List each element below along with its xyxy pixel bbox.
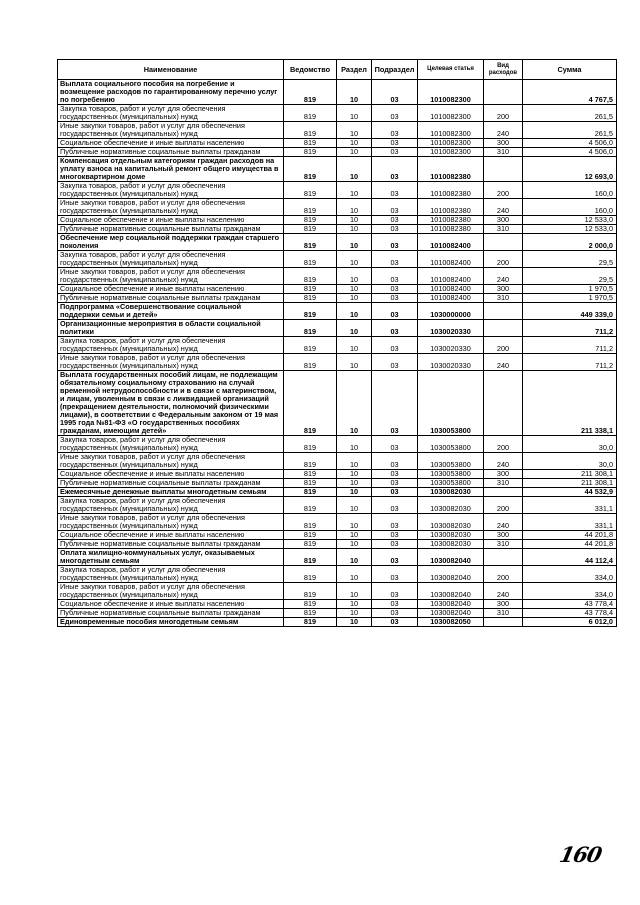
row-kind: 300: [484, 531, 523, 540]
row-section: 10: [337, 549, 372, 566]
row-dept: 819: [284, 371, 337, 436]
row-sum: 211 308,1: [523, 470, 617, 479]
row-subsection: 03: [372, 157, 418, 182]
row-sum: 44 532,9: [523, 488, 617, 497]
row-kind: 200: [484, 497, 523, 514]
row-kind: 300: [484, 600, 523, 609]
row-sum: 12 693,0: [523, 157, 617, 182]
row-section: 10: [337, 371, 372, 436]
row-dept: 819: [284, 531, 337, 540]
row-kind: 200: [484, 105, 523, 122]
row-section: 10: [337, 479, 372, 488]
budget-table: [57, 59, 617, 627]
row-subsection: 03: [372, 268, 418, 285]
row-sum: 449 339,0: [523, 303, 617, 320]
row-target: 1030020330: [418, 320, 484, 337]
row-name: Публичные нормативные социальные выплаты гражданам: [58, 148, 284, 157]
row-subsection: 03: [372, 470, 418, 479]
row-sum: 43 778,4: [523, 600, 617, 609]
row-name: Организационные мероприятия в области социальной политики: [58, 320, 284, 337]
row-kind: 300: [484, 139, 523, 148]
row-name: Ежемесячные денежные выплаты многодетным семьям: [58, 488, 284, 497]
row-subsection: 03: [372, 371, 418, 436]
row-target: 1030020330: [418, 337, 484, 354]
row-dept: 819: [284, 549, 337, 566]
row-section: 10: [337, 251, 372, 268]
row-kind: 240: [484, 199, 523, 216]
table-row: [58, 436, 617, 453]
row-sum: 44 201,8: [523, 540, 617, 549]
row-kind: [484, 234, 523, 251]
row-subsection: 03: [372, 148, 418, 157]
row-section: 10: [337, 157, 372, 182]
row-kind: 300: [484, 216, 523, 225]
row-name: Обеспечение мер социальной поддержки граждан старшего поколения: [58, 234, 284, 251]
row-name: Закупка товаров, работ и услуг для обеспечения государственных (муниципальных) нужд: [58, 497, 284, 514]
row-target: 1030082030: [418, 514, 484, 531]
row-section: 10: [337, 583, 372, 600]
row-name: Иные закупки товаров, работ и услуг для обеспечения государственных (муниципальных) нужд: [58, 354, 284, 371]
row-target: 1010082380: [418, 216, 484, 225]
row-dept: 819: [284, 609, 337, 618]
row-target: 1010082400: [418, 285, 484, 294]
row-name: Социальное обеспечение и иные выплаты населению: [58, 139, 284, 148]
row-subsection: 03: [372, 566, 418, 583]
row-kind: 200: [484, 337, 523, 354]
row-target: 1010082300: [418, 148, 484, 157]
row-section: 10: [337, 320, 372, 337]
row-kind: [484, 157, 523, 182]
table-row: [58, 566, 617, 583]
row-name: Иные закупки товаров, работ и услуг для обеспечения государственных (муниципальных) нужд: [58, 514, 284, 531]
table-row: [58, 453, 617, 470]
row-target: 1030053800: [418, 470, 484, 479]
row-name: Иные закупки товаров, работ и услуг для обеспечения государственных (муниципальных) нужд: [58, 268, 284, 285]
row-name: Закупка товаров, работ и услуг для обеспечения государственных (муниципальных) нужд: [58, 182, 284, 199]
row-subsection: 03: [372, 294, 418, 303]
row-kind: 310: [484, 148, 523, 157]
row-subsection: 03: [372, 285, 418, 294]
row-target: 1030053800: [418, 479, 484, 488]
row-subsection: 03: [372, 139, 418, 148]
row-kind: [484, 320, 523, 337]
row-subsection: 03: [372, 583, 418, 600]
table-row: [58, 609, 617, 618]
table-row: [58, 531, 617, 540]
row-dept: 819: [284, 157, 337, 182]
row-dept: 819: [284, 234, 337, 251]
row-sum: 43 778,4: [523, 609, 617, 618]
table-row: [58, 303, 617, 320]
row-subsection: 03: [372, 531, 418, 540]
row-kind: 200: [484, 251, 523, 268]
row-name: Закупка товаров, работ и услуг для обеспечения государственных (муниципальных) нужд: [58, 105, 284, 122]
row-target: 1030020330: [418, 354, 484, 371]
row-sum: 211 308,1: [523, 479, 617, 488]
row-section: 10: [337, 303, 372, 320]
row-dept: 819: [284, 122, 337, 139]
row-target: 1030082030: [418, 488, 484, 497]
row-name: Закупка товаров, работ и услуг для обеспечения государственных (муниципальных) нужд: [58, 436, 284, 453]
row-dept: 819: [284, 139, 337, 148]
row-section: 10: [337, 453, 372, 470]
row-sum: 4 506,0: [523, 139, 617, 148]
row-section: 10: [337, 216, 372, 225]
row-section: 10: [337, 234, 372, 251]
row-sum: 6 012,0: [523, 618, 617, 627]
header-name: Наименование: [58, 60, 284, 80]
row-subsection: 03: [372, 337, 418, 354]
row-subsection: 03: [372, 122, 418, 139]
table-row: [58, 139, 617, 148]
row-subsection: 03: [372, 479, 418, 488]
row-target: 1030053800: [418, 436, 484, 453]
row-target: 1010082380: [418, 225, 484, 234]
table-row: [58, 148, 617, 157]
row-kind: 310: [484, 609, 523, 618]
row-section: 10: [337, 199, 372, 216]
row-section: 10: [337, 80, 372, 105]
header-target: Целевая статья: [418, 60, 484, 80]
row-sum: 44 112,4: [523, 549, 617, 566]
table-row: [58, 470, 617, 479]
header-section: Раздел: [337, 60, 372, 80]
row-dept: 819: [284, 251, 337, 268]
row-dept: 819: [284, 216, 337, 225]
row-subsection: 03: [372, 514, 418, 531]
row-sum: 711,2: [523, 320, 617, 337]
row-kind: 240: [484, 583, 523, 600]
row-subsection: 03: [372, 234, 418, 251]
row-name: Публичные нормативные социальные выплаты гражданам: [58, 479, 284, 488]
row-dept: 819: [284, 488, 337, 497]
row-subsection: 03: [372, 216, 418, 225]
table-row: [58, 479, 617, 488]
row-kind: 200: [484, 566, 523, 583]
row-kind: 300: [484, 285, 523, 294]
table-row: [58, 294, 617, 303]
row-target: 1030082030: [418, 497, 484, 514]
row-sum: 4 506,0: [523, 148, 617, 157]
row-dept: 819: [284, 337, 337, 354]
row-subsection: 03: [372, 225, 418, 234]
row-sum: 261,5: [523, 122, 617, 139]
row-subsection: 03: [372, 105, 418, 122]
row-section: 10: [337, 609, 372, 618]
row-target: 1030082040: [418, 609, 484, 618]
row-target: 1010082300: [418, 80, 484, 105]
row-kind: 240: [484, 453, 523, 470]
row-section: 10: [337, 148, 372, 157]
row-target: 1030082050: [418, 618, 484, 627]
row-name: Публичные нормативные социальные выплаты гражданам: [58, 540, 284, 549]
row-sum: 2 000,0: [523, 234, 617, 251]
row-sum: 30,0: [523, 453, 617, 470]
row-target: 1010082300: [418, 122, 484, 139]
row-name: Иные закупки товаров, работ и услуг для обеспечения государственных (муниципальных) нужд: [58, 199, 284, 216]
row-name: Публичные нормативные социальные выплаты гражданам: [58, 225, 284, 234]
row-name: Подпрограмма «Совершенствование социальной поддержки семьи и детей»: [58, 303, 284, 320]
row-target: 1010082300: [418, 139, 484, 148]
row-section: 10: [337, 354, 372, 371]
row-sum: 331,1: [523, 497, 617, 514]
row-sum: 211 338,1: [523, 371, 617, 436]
table-row: [58, 540, 617, 549]
table-row: [58, 354, 617, 371]
row-sum: 29,5: [523, 268, 617, 285]
row-section: 10: [337, 122, 372, 139]
row-section: 10: [337, 618, 372, 627]
row-dept: 819: [284, 479, 337, 488]
row-dept: 819: [284, 354, 337, 371]
row-name: Социальное обеспечение и иные выплаты населению: [58, 531, 284, 540]
row-sum: 4 767,5: [523, 80, 617, 105]
row-sum: 261,5: [523, 105, 617, 122]
row-subsection: 03: [372, 549, 418, 566]
row-section: 10: [337, 488, 372, 497]
row-dept: 819: [284, 105, 337, 122]
row-subsection: 03: [372, 600, 418, 609]
row-sum: 29,5: [523, 251, 617, 268]
row-sum: 12 533,0: [523, 216, 617, 225]
row-name: Закупка товаров, работ и услуг для обеспечения государственных (муниципальных) нужд: [58, 337, 284, 354]
row-section: 10: [337, 600, 372, 609]
row-name: Иные закупки товаров, работ и услуг для обеспечения государственных (муниципальных) нужд: [58, 583, 284, 600]
row-subsection: 03: [372, 609, 418, 618]
row-dept: 819: [284, 470, 337, 479]
row-subsection: 03: [372, 199, 418, 216]
table-row: [58, 514, 617, 531]
row-dept: 819: [284, 268, 337, 285]
row-section: 10: [337, 566, 372, 583]
table-row: [58, 600, 617, 609]
row-sum: 334,0: [523, 566, 617, 583]
row-name: Выплата социального пособия на погребение и возмещение расходов по гарантированному перечню услуг по погребению: [58, 80, 284, 105]
table-row: [58, 285, 617, 294]
row-sum: 334,0: [523, 583, 617, 600]
row-section: 10: [337, 294, 372, 303]
table-row: [58, 234, 617, 251]
row-section: 10: [337, 105, 372, 122]
table-row: [58, 371, 617, 436]
table-row: [58, 618, 617, 627]
row-subsection: 03: [372, 182, 418, 199]
table-row: [58, 182, 617, 199]
row-target: 1030082040: [418, 583, 484, 600]
row-kind: [484, 80, 523, 105]
row-kind: 240: [484, 268, 523, 285]
row-section: 10: [337, 436, 372, 453]
row-target: 1030082040: [418, 600, 484, 609]
row-target: 1030082030: [418, 540, 484, 549]
row-name: Единовременные пособия многодетным семьям: [58, 618, 284, 627]
row-dept: 819: [284, 497, 337, 514]
row-subsection: 03: [372, 320, 418, 337]
row-section: 10: [337, 139, 372, 148]
row-target: 1010082400: [418, 251, 484, 268]
row-target: 1030082030: [418, 531, 484, 540]
header-sum: Сумма: [523, 60, 617, 80]
row-section: 10: [337, 540, 372, 549]
row-subsection: 03: [372, 540, 418, 549]
row-dept: 819: [284, 294, 337, 303]
row-target: 1030082040: [418, 566, 484, 583]
row-sum: 44 201,8: [523, 531, 617, 540]
table-row: [58, 337, 617, 354]
row-target: 1010082300: [418, 105, 484, 122]
row-section: 10: [337, 268, 372, 285]
row-name: Социальное обеспечение и иные выплаты населению: [58, 600, 284, 609]
row-section: 10: [337, 531, 372, 540]
row-kind: [484, 303, 523, 320]
row-section: 10: [337, 182, 372, 199]
row-target: 1010082400: [418, 234, 484, 251]
row-dept: 819: [284, 540, 337, 549]
row-sum: 711,2: [523, 337, 617, 354]
row-kind: 310: [484, 225, 523, 234]
table-row: [58, 320, 617, 337]
row-target: 1010082380: [418, 157, 484, 182]
row-dept: 819: [284, 320, 337, 337]
row-target: 1030000000: [418, 303, 484, 320]
row-section: 10: [337, 497, 372, 514]
row-target: 1010082400: [418, 294, 484, 303]
row-section: 10: [337, 514, 372, 531]
row-name: Выплата государственных пособий лицам, не подлежащим обязательному социальному страхованию на случай временной нетрудоспособности и в связи с материнством, и лицам, уволенным в связи с ликвидацией организаций (прекращением деятельности, полномочий физическими лицами), в соответствии с Федеральным законом от 19 мая 1995 года №81-ФЗ «О государственных пособиях гражданам, имеющим детей»: [58, 371, 284, 436]
row-section: 10: [337, 225, 372, 234]
row-name: Закупка товаров, работ и услуг для обеспечения государственных (муниципальных) нужд: [58, 566, 284, 583]
row-target: 1030053800: [418, 371, 484, 436]
row-kind: 310: [484, 294, 523, 303]
row-sum: 30,0: [523, 436, 617, 453]
row-subsection: 03: [372, 436, 418, 453]
row-name: Публичные нормативные социальные выплаты гражданам: [58, 609, 284, 618]
table-header-row: [58, 60, 617, 80]
row-kind: 240: [484, 354, 523, 371]
row-subsection: 03: [372, 618, 418, 627]
row-target: 1010082380: [418, 199, 484, 216]
row-subsection: 03: [372, 303, 418, 320]
row-name: Компенсация отдельным категориям граждан расходов на уплату взноса на капитальный ремонт общего имущества в многоквартирном доме: [58, 157, 284, 182]
row-kind: 200: [484, 182, 523, 199]
row-name: Закупка товаров, работ и услуг для обеспечения государственных (муниципальных) нужд: [58, 251, 284, 268]
table-row: [58, 549, 617, 566]
row-subsection: 03: [372, 453, 418, 470]
table-row: [58, 268, 617, 285]
row-target: 1030053800: [418, 453, 484, 470]
row-sum: 12 533,0: [523, 225, 617, 234]
row-kind: [484, 549, 523, 566]
row-kind: 310: [484, 479, 523, 488]
header-kind: Вид расходов: [484, 60, 523, 80]
row-name: Иные закупки товаров, работ и услуг для обеспечения государственных (муниципальных) нужд: [58, 122, 284, 139]
row-sum: 160,0: [523, 182, 617, 199]
row-dept: 819: [284, 618, 337, 627]
header-subsection: Подраздел: [372, 60, 418, 80]
row-dept: 819: [284, 199, 337, 216]
row-name: Публичные нормативные социальные выплаты гражданам: [58, 294, 284, 303]
row-kind: 240: [484, 122, 523, 139]
row-name: Социальное обеспечение и иные выплаты населению: [58, 216, 284, 225]
row-subsection: 03: [372, 354, 418, 371]
table-row: [58, 583, 617, 600]
table-row: [58, 157, 617, 182]
row-section: 10: [337, 337, 372, 354]
row-dept: 819: [284, 453, 337, 470]
table-row: [58, 105, 617, 122]
row-name: Иные закупки товаров, работ и услуг для обеспечения государственных (муниципальных) нужд: [58, 453, 284, 470]
row-dept: 819: [284, 514, 337, 531]
table-row: [58, 122, 617, 139]
row-dept: 819: [284, 600, 337, 609]
table-row: [58, 497, 617, 514]
row-dept: 819: [284, 566, 337, 583]
row-target: 1010082380: [418, 182, 484, 199]
row-dept: 819: [284, 80, 337, 105]
row-name: Социальное обеспечение и иные выплаты населению: [58, 285, 284, 294]
table-row: [58, 80, 617, 105]
row-kind: [484, 618, 523, 627]
table-row: [58, 488, 617, 497]
row-dept: 819: [284, 436, 337, 453]
row-sum: 711,2: [523, 354, 617, 371]
row-sum: 1 970,5: [523, 294, 617, 303]
row-dept: 819: [284, 182, 337, 199]
row-target: 1010082400: [418, 268, 484, 285]
row-kind: 200: [484, 436, 523, 453]
row-kind: [484, 488, 523, 497]
row-dept: 819: [284, 583, 337, 600]
row-dept: 819: [284, 285, 337, 294]
row-name: Социальное обеспечение и иные выплаты населению: [58, 470, 284, 479]
table-row: [58, 199, 617, 216]
row-section: 10: [337, 470, 372, 479]
row-kind: 310: [484, 540, 523, 549]
table-row: [58, 225, 617, 234]
row-subsection: 03: [372, 488, 418, 497]
row-subsection: 03: [372, 251, 418, 268]
row-kind: 300: [484, 470, 523, 479]
row-name: Оплата жилищно-коммунальных услуг, оказываемых многодетным семьям: [58, 549, 284, 566]
page-number: 160: [557, 842, 604, 867]
row-subsection: 03: [372, 80, 418, 105]
row-section: 10: [337, 285, 372, 294]
row-sum: 1 970,5: [523, 285, 617, 294]
table-row: [58, 216, 617, 225]
row-sum: 331,1: [523, 514, 617, 531]
row-subsection: 03: [372, 497, 418, 514]
row-kind: 240: [484, 514, 523, 531]
row-target: 1030082040: [418, 549, 484, 566]
header-dept: Ведомство: [284, 60, 337, 80]
row-sum: 160,0: [523, 199, 617, 216]
row-kind: [484, 371, 523, 436]
table-row: [58, 251, 617, 268]
row-dept: 819: [284, 148, 337, 157]
row-dept: 819: [284, 225, 337, 234]
row-dept: 819: [284, 303, 337, 320]
